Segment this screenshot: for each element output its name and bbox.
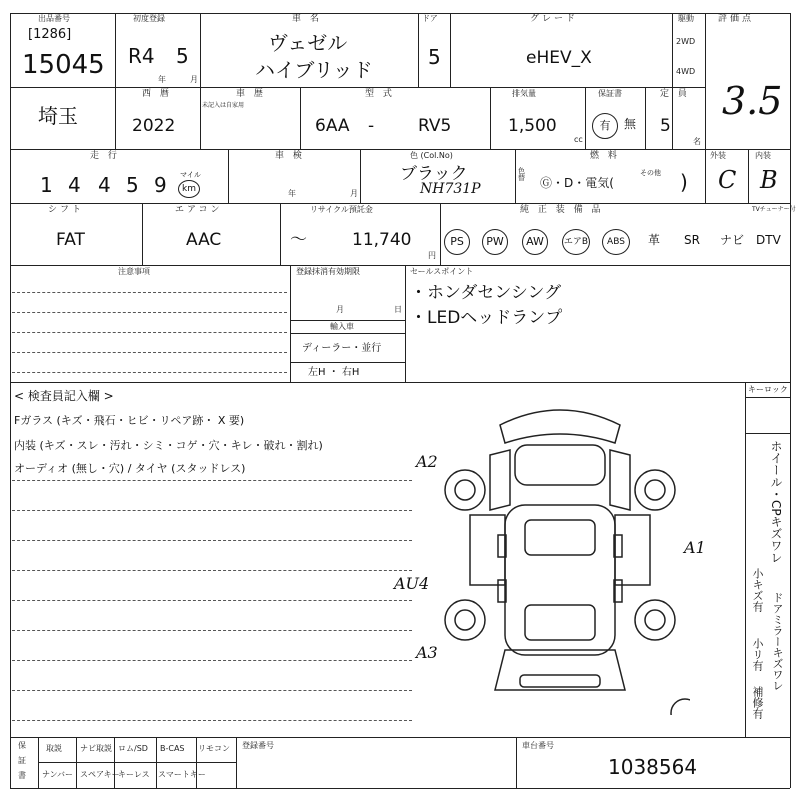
displacement-header: 排気量 <box>512 89 536 98</box>
recycle-unit: 円 <box>428 251 436 260</box>
bottom-label-top: 保 <box>18 741 26 750</box>
equip-leather: 革 <box>648 233 661 247</box>
displacement-unit: cc <box>574 135 583 144</box>
check-smart-key: スマートキー <box>158 770 206 779</box>
fuel-header: 燃 料 <box>590 151 620 161</box>
inspector-note-1: Fガラス (キズ・飛石・ヒビ・リペア跡・ X 要) <box>14 414 245 427</box>
side-note-4: 小リ有 <box>751 638 764 671</box>
interior-header: 内装 <box>755 151 771 160</box>
check-remote: リモコン <box>198 744 230 753</box>
year-header: 西 暦 <box>142 89 172 99</box>
color-header: 色 (Col.No) <box>410 151 453 160</box>
equip-aw: AW <box>522 229 548 255</box>
shift-header: シフト <box>48 205 85 215</box>
diagram-mark-au4: AU4 <box>394 574 430 593</box>
shift-value: FAT <box>56 230 85 250</box>
recycle-header: リサイクル預託金 <box>310 205 373 214</box>
equip-dtv: DTV <box>756 233 781 247</box>
key-lock-header: キーロック <box>748 385 788 394</box>
mileage-digit: 9 <box>154 173 167 197</box>
equip-airbag: エアB <box>562 229 590 255</box>
mileage-digit: 5 <box>126 173 139 197</box>
car-name-header: 車 名 <box>292 14 322 24</box>
mileage-mile: マイル <box>180 171 201 179</box>
interior-grade: B <box>760 166 778 194</box>
fuel-other: その他 <box>640 169 661 177</box>
grade-header: グレード <box>530 14 579 24</box>
location-value: 埼玉 <box>38 104 78 128</box>
shaken-header: 車 検 <box>275 151 305 161</box>
year-value: 2022 <box>132 116 176 136</box>
equip-pw: PW <box>482 229 508 255</box>
import-steer: 左H ・ 右H <box>308 367 360 378</box>
check-rom-sd: ロム/SD <box>118 744 148 753</box>
lot-sub: [1286] <box>28 27 72 42</box>
reg-expiry-day: 日 <box>394 305 402 314</box>
chassis-header: 車台番号 <box>522 741 554 750</box>
model-dash: - <box>368 116 375 136</box>
capacity-unit: 名 <box>693 137 701 146</box>
remark-label: 登録番号 <box>242 741 274 750</box>
mileage-digit: 1 <box>40 173 53 197</box>
bottom-label-bot: 書 <box>18 771 26 780</box>
side-note-5: 補修有 <box>751 686 764 719</box>
inspector-note-3: オーディオ (無し・穴) / タイヤ (スタッドレス) <box>14 462 246 475</box>
side-note-3: ドアミラーキズワレ <box>771 592 784 691</box>
equipment-header: 純 正 装 備 品 <box>520 205 604 215</box>
warranty-header: 保証書 <box>598 89 622 98</box>
first-reg-month: 5 <box>176 44 189 68</box>
equip-ps: PS <box>444 229 470 255</box>
exterior-header: 外装 <box>710 151 726 160</box>
sales-point-1: ・ホンダセンシング <box>410 283 562 303</box>
color-code: NH731P <box>420 181 481 197</box>
side-note-1: ホイール・CPキズワレ <box>769 440 783 564</box>
mileage-digit: 4 <box>68 173 81 197</box>
check-keyless: キーレス <box>118 770 150 779</box>
equip-abs: ABS <box>602 229 630 255</box>
reg-expiry-header: 登録抹消有効期限 <box>296 267 360 276</box>
sales-point-header: セールスポイント <box>410 267 474 276</box>
aircon-value: AAC <box>186 230 222 250</box>
check-bcas: B-CAS <box>160 744 185 753</box>
side-note-2: 小キズ有 <box>751 568 764 612</box>
diagram-mark-a3: A3 <box>416 643 438 662</box>
car-damage-diagram <box>430 395 690 715</box>
model-code: RV5 <box>418 116 452 136</box>
lot-header: 出品番号 <box>38 14 70 23</box>
recycle-value: 11,740 <box>352 230 412 250</box>
mileage-km-circled: km <box>178 180 200 198</box>
fuel-options: Ⓖ・D・電気( <box>540 176 614 190</box>
diagram-mark-a1: A1 <box>684 538 706 557</box>
model-header: 型 式 <box>365 89 395 99</box>
first-reg-era: R4 <box>128 44 155 68</box>
check-navi-manual: ナビ取説 <box>80 744 112 753</box>
first-reg-header: 初度登録 <box>133 14 165 23</box>
capacity-value: 5 <box>660 116 671 136</box>
bottom-label-mid: 証 <box>18 756 26 765</box>
shaken-nen: 年 <box>288 189 296 198</box>
car-name-line2: ハイブリッド <box>255 58 373 82</box>
inspector-header: < 検査員記入欄 > <box>14 389 114 403</box>
drive-header: 駆動 <box>678 14 694 23</box>
doors-value: 5 <box>428 45 441 69</box>
drive-4wd: 4WD <box>676 67 696 76</box>
grade-value: eHEV_X <box>526 48 592 68</box>
first-reg-nen: 年 <box>158 75 166 84</box>
score-value: 3.5 <box>722 79 783 123</box>
score-header: 評価点 <box>718 14 755 24</box>
capacity-header: 定 員 <box>660 89 690 99</box>
first-reg-tsuki: 月 <box>190 75 198 84</box>
equip-navi: ナビ <box>720 233 745 247</box>
caution-header: 注意事項 <box>118 267 150 276</box>
history-note: 未記入は自家用 <box>202 102 245 109</box>
shaken-tsuki: 月 <box>350 189 358 198</box>
check-plate: ナンバー <box>42 770 74 779</box>
exterior-grade: C <box>718 166 737 194</box>
lot-number: 15045 <box>22 50 105 80</box>
import-header: 輸入車 <box>330 322 354 331</box>
warranty-no: 無 <box>624 117 637 131</box>
reg-expiry-month: 月 <box>336 305 344 314</box>
inspector-note-2: 内装 (キズ・スレ・汚れ・シミ・コゲ・穴・キレ・破れ・割れ) <box>14 439 323 452</box>
mileage-header: 走 行 <box>90 151 120 161</box>
sales-point-2: ・LEDヘッドランプ <box>410 308 563 328</box>
check-manual: 取説 <box>46 744 62 753</box>
displacement-value: 1,500 <box>508 116 557 136</box>
drive-2wd: 2WD <box>676 37 696 46</box>
equip-sr: SR <box>684 233 700 247</box>
diagram-mark-a2: A2 <box>416 452 438 471</box>
recycle-mark: 〜 <box>290 230 307 250</box>
check-spare-key: スペアキー <box>80 770 120 779</box>
model-prefix: 6AA <box>315 116 350 136</box>
doors-header: ドア <box>422 14 438 23</box>
aircon-header: エアコン <box>175 205 223 215</box>
chassis-number: 1038564 <box>608 755 698 779</box>
fuel-close: ) <box>680 170 688 194</box>
color-change-label: 色替 <box>518 167 525 182</box>
history-header: 車 歴 <box>236 89 266 99</box>
color-name: ブラック <box>400 164 468 184</box>
tuner-header: TVチューナー付 <box>752 206 796 213</box>
mileage-digit: 4 <box>98 173 111 197</box>
import-dealer: ディーラー・並行 <box>302 343 382 354</box>
car-name-line1: ヴェゼル <box>268 31 348 55</box>
warranty-yes-circled: 有 <box>592 113 618 139</box>
